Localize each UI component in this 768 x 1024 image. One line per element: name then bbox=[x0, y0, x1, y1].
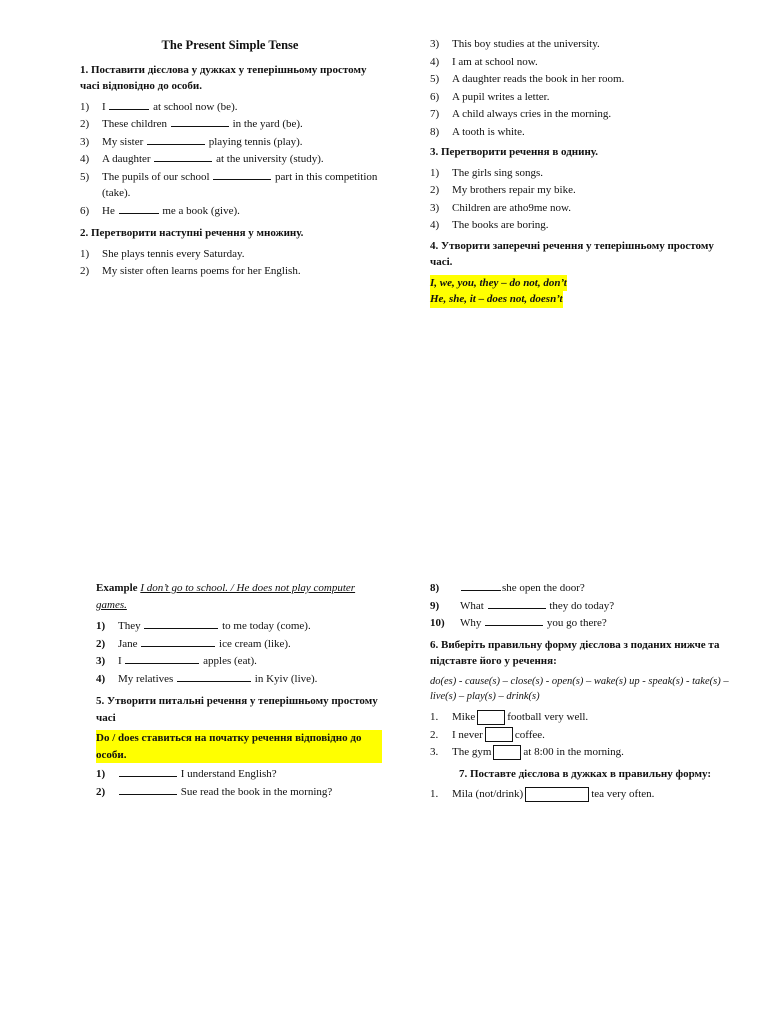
question-hint: Do / does ставиться на початку речення відповідно до особи. bbox=[96, 730, 382, 763]
example-line: Example I don’t go to school. / He does not play computer games. bbox=[96, 582, 356, 611]
ex2-item: 2) My sister often learns poems for her English. bbox=[80, 265, 301, 278]
answer-blank[interactable] bbox=[177, 681, 251, 682]
answer-box[interactable] bbox=[493, 745, 521, 760]
negation-hint: I, we, you, they – do not, don’t bbox=[430, 275, 730, 292]
answer-box[interactable] bbox=[477, 710, 505, 725]
ex2-item: 1) She plays tennis every Saturday. bbox=[80, 247, 245, 260]
ex4-item: 1) They to me today (come). bbox=[96, 620, 311, 632]
answer-blank[interactable] bbox=[213, 179, 271, 180]
exercise-1-heading: 1. Поставити дієслова у дужках у теперішньому простому часі відповідно до особи. bbox=[80, 63, 367, 93]
ex5-item: 2) Sue read the book in the morning? bbox=[96, 785, 333, 798]
answer-blank[interactable] bbox=[485, 625, 543, 626]
ex4-item: 4) My relatives in Kyiv (live). bbox=[96, 672, 318, 685]
ex2-item: 7) A child always cries in the morning. bbox=[430, 108, 612, 120]
ex5-item: 9) What they do today? bbox=[430, 599, 615, 612]
right-bottom-column bbox=[430, 580, 740, 804]
ex4-item: 3) I apples (eat). bbox=[96, 655, 257, 667]
answer-box[interactable] bbox=[525, 787, 589, 802]
ex3-item: 2) My brothers repair my bike. bbox=[430, 184, 576, 196]
ex1-item: 2) These children in the yard (be). bbox=[80, 118, 303, 131]
ex1-item: 6) He me a book (give). bbox=[80, 204, 240, 217]
ex2-item: 8) A tooth is white. bbox=[430, 125, 525, 138]
ex3-item: 4) The books are boring. bbox=[430, 219, 549, 231]
ex6-item: 2. I never coffee. bbox=[430, 728, 545, 741]
answer-blank[interactable] bbox=[119, 776, 177, 777]
ex2-item: 3) This boy studies at the university. bbox=[430, 38, 600, 50]
right-top-column bbox=[430, 36, 730, 308]
exercise-4-heading: 4. Утворити заперечні речення у теперішньому простому часі. bbox=[430, 239, 714, 268]
answer-blank[interactable] bbox=[125, 663, 199, 664]
exercise-3-heading: 3. Перетворити речення в однину. bbox=[430, 146, 598, 158]
answer-blank[interactable] bbox=[109, 109, 149, 110]
ex1-item: 5) The pupils of our school part in this competition (take). bbox=[80, 170, 378, 200]
ex3-item: 1) The girls sing songs. bbox=[430, 166, 544, 179]
left-top-column bbox=[80, 36, 380, 281]
ex2-item: 6) A pupil writes a letter. bbox=[430, 90, 550, 103]
ex2-item: 4) I am at school now. bbox=[430, 55, 538, 68]
ex1-item: 4) A daughter at the university (study). bbox=[80, 153, 324, 166]
exercise-7-heading: 7. Поставте дієслова в дужках в правильну форму: bbox=[458, 767, 712, 780]
answer-blank[interactable] bbox=[141, 646, 215, 647]
ex1-item: 3) My sister playing tennis (play). bbox=[80, 135, 303, 148]
ex5-item: 8) she open the door? bbox=[430, 582, 585, 594]
answer-blank[interactable] bbox=[144, 628, 218, 629]
answer-blank[interactable] bbox=[119, 213, 159, 214]
ex3-item: 3) Children are atho9me now. bbox=[430, 201, 572, 214]
ex6-item: 1. Mike football very well. bbox=[430, 711, 589, 723]
ex5-item: 10) Why you go there? bbox=[430, 617, 607, 629]
left-bottom-column bbox=[96, 580, 382, 801]
exercise-2-heading: 2. Перетворити наступні речення у множину. bbox=[80, 227, 304, 240]
verb-word-list: do(es) - cause(s) – close(s) - open(s) – wake(s) up - speak(s) - take(s) – live(s) – play(s) – drink(s) bbox=[430, 675, 729, 703]
ex6-item: 3. The gym at 8:00 in the morning. bbox=[430, 746, 624, 758]
ex2-item: 5) A daughter reads the book in her room. bbox=[430, 73, 625, 85]
answer-blank[interactable] bbox=[171, 126, 229, 127]
answer-blank[interactable] bbox=[154, 161, 212, 162]
answer-blank[interactable] bbox=[147, 144, 205, 145]
ex1-item: 1) I at school now (be). bbox=[80, 100, 238, 113]
answer-box[interactable] bbox=[485, 727, 513, 742]
ex7-item: 1. Mila (not/drink) tea very often. bbox=[430, 788, 655, 800]
ex4-item: 2) Jane ice cream (like). bbox=[96, 637, 291, 650]
negation-hint: He, she, it – does not, doesn’t bbox=[430, 291, 730, 308]
answer-blank[interactable] bbox=[119, 794, 177, 795]
page-title: The Present Simple Tense bbox=[161, 38, 299, 52]
exercise-5-heading: 5. Утворити питальні речення у теперішньому простому часі bbox=[96, 695, 378, 724]
answer-blank[interactable] bbox=[461, 590, 501, 591]
exercise-6-heading: 6. Виберіть правильну форму дієслова з поданих нижче та підставте його у речення: bbox=[430, 638, 720, 667]
answer-blank[interactable] bbox=[488, 608, 546, 609]
ex5-item: 1) I understand English? bbox=[96, 768, 277, 780]
